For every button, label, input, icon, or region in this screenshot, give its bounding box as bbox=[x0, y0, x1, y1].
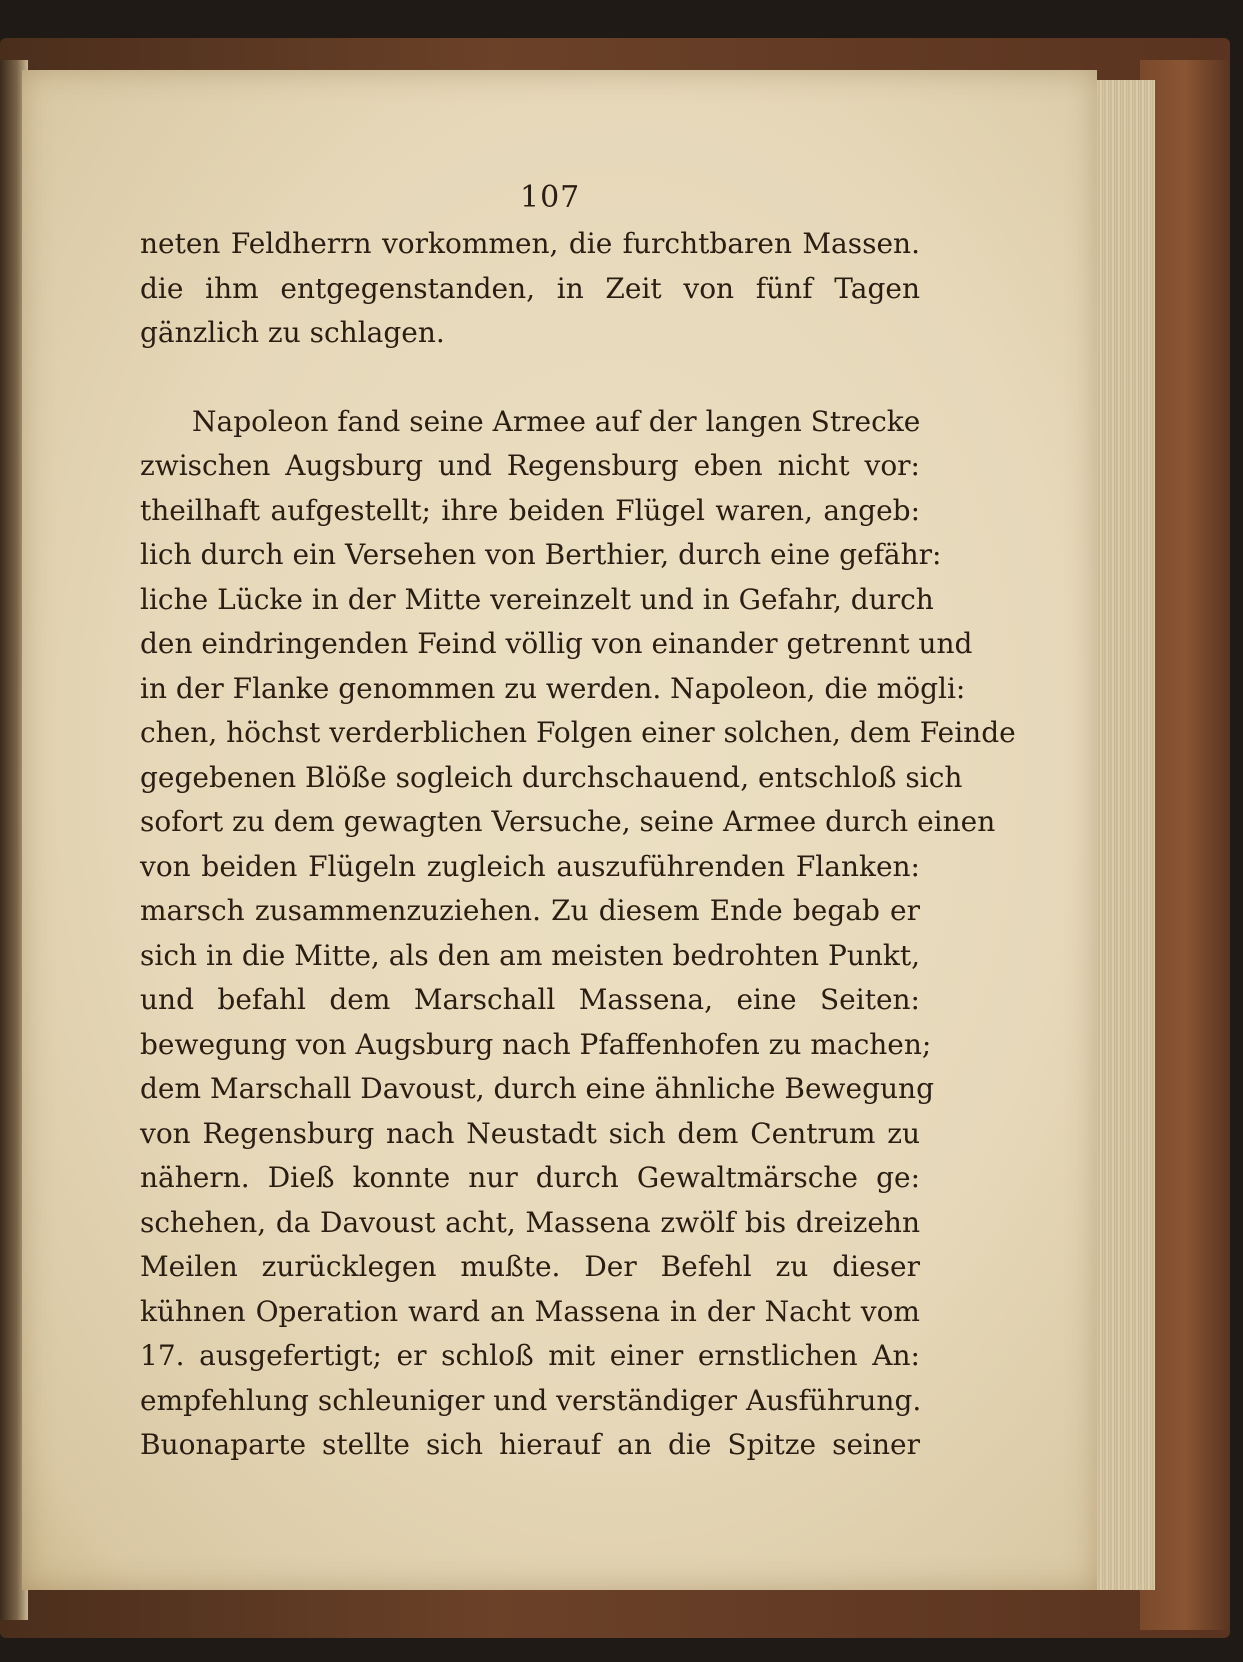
text-line: neten Feldherrn vorkommen, die furchtbaren Massen. bbox=[140, 227, 920, 260]
text-line: zwischen Augsburg und Regensburg eben nicht vor: bbox=[140, 449, 920, 482]
text-line: bewegung von Augsburg nach Pfaffenhofen zu machen; bbox=[140, 1027, 932, 1061]
text-line: liche Lücke in der Mitte vereinzelt und in Gefahr, durch bbox=[140, 582, 934, 616]
text-line: in der Flanke genommen zu werden. Napoleon, die mögli: bbox=[140, 671, 966, 705]
text-line: nähern. Dieß konnte nur durch Gewaltmärsche ge: bbox=[140, 1161, 920, 1194]
paragraph-gap bbox=[140, 356, 920, 400]
text-line: gegebenen Blöße sogleich durchschauend, entschloß sich bbox=[140, 760, 963, 794]
text-line: die ihm entgegenstanden, in Zeit von fünf Tagen bbox=[140, 271, 920, 305]
text-line: dem Marschall Davoust, durch eine ähnliche Bewegung bbox=[140, 1072, 934, 1105]
text-line: und befahl dem Marschall Massena, eine Seiten: bbox=[140, 983, 920, 1016]
text-line: von beiden Flügeln zugleich auszuführenden Flanken: bbox=[140, 849, 920, 883]
text-line: den eindringenden Feind völlig von einander getrennt und bbox=[140, 627, 973, 660]
text-line: gänzlich zu schlagen. bbox=[140, 316, 445, 349]
text-line: 17. ausgefertigt; er schloß mit einer ernstlichen An: bbox=[140, 1339, 920, 1372]
text-line: sofort zu dem gewagten Versuche, seine Armee durch einen bbox=[140, 805, 996, 838]
text-line: Napoleon fand seine Armee auf der langen Strecke bbox=[192, 404, 921, 438]
paragraph-1 bbox=[140, 222, 920, 356]
text-line: chen, höchst verderblichen Folgen einer solchen, dem Feinde bbox=[140, 716, 1016, 749]
page-text bbox=[140, 222, 1016, 1468]
text-line: von Regensburg nach Neustadt sich dem Centrum zu bbox=[140, 1116, 920, 1150]
text-line: kühnen Operation ward an Massena in der Nacht vom bbox=[140, 1294, 920, 1328]
text-line: sich in die Mitte, als den am meisten bedrohten Punkt, bbox=[140, 938, 920, 972]
paragraph-2 bbox=[140, 400, 1016, 1468]
text-line: lich durch ein Versehen von Berthier, durch eine gefähr: bbox=[140, 538, 942, 571]
text-line: Meilen zurücklegen mußte. Der Befehl zu dieser bbox=[140, 1250, 920, 1283]
page-number: 107 bbox=[520, 180, 581, 215]
text-line: empfehlung schleuniger und verständiger Ausführung. bbox=[140, 1383, 922, 1417]
text-line: marsch zusammenzuziehen. Zu diesem Ende begab er bbox=[140, 894, 920, 927]
text-line: schehen, da Davoust acht, Massena zwölf bis dreizehn bbox=[140, 1205, 920, 1239]
text-line: theilhaft aufgestellt; ihre beiden Flügel waren, angeb: bbox=[140, 493, 920, 527]
text-line: Buonaparte stellte sich hierauf an die Spitze seiner bbox=[140, 1428, 920, 1461]
